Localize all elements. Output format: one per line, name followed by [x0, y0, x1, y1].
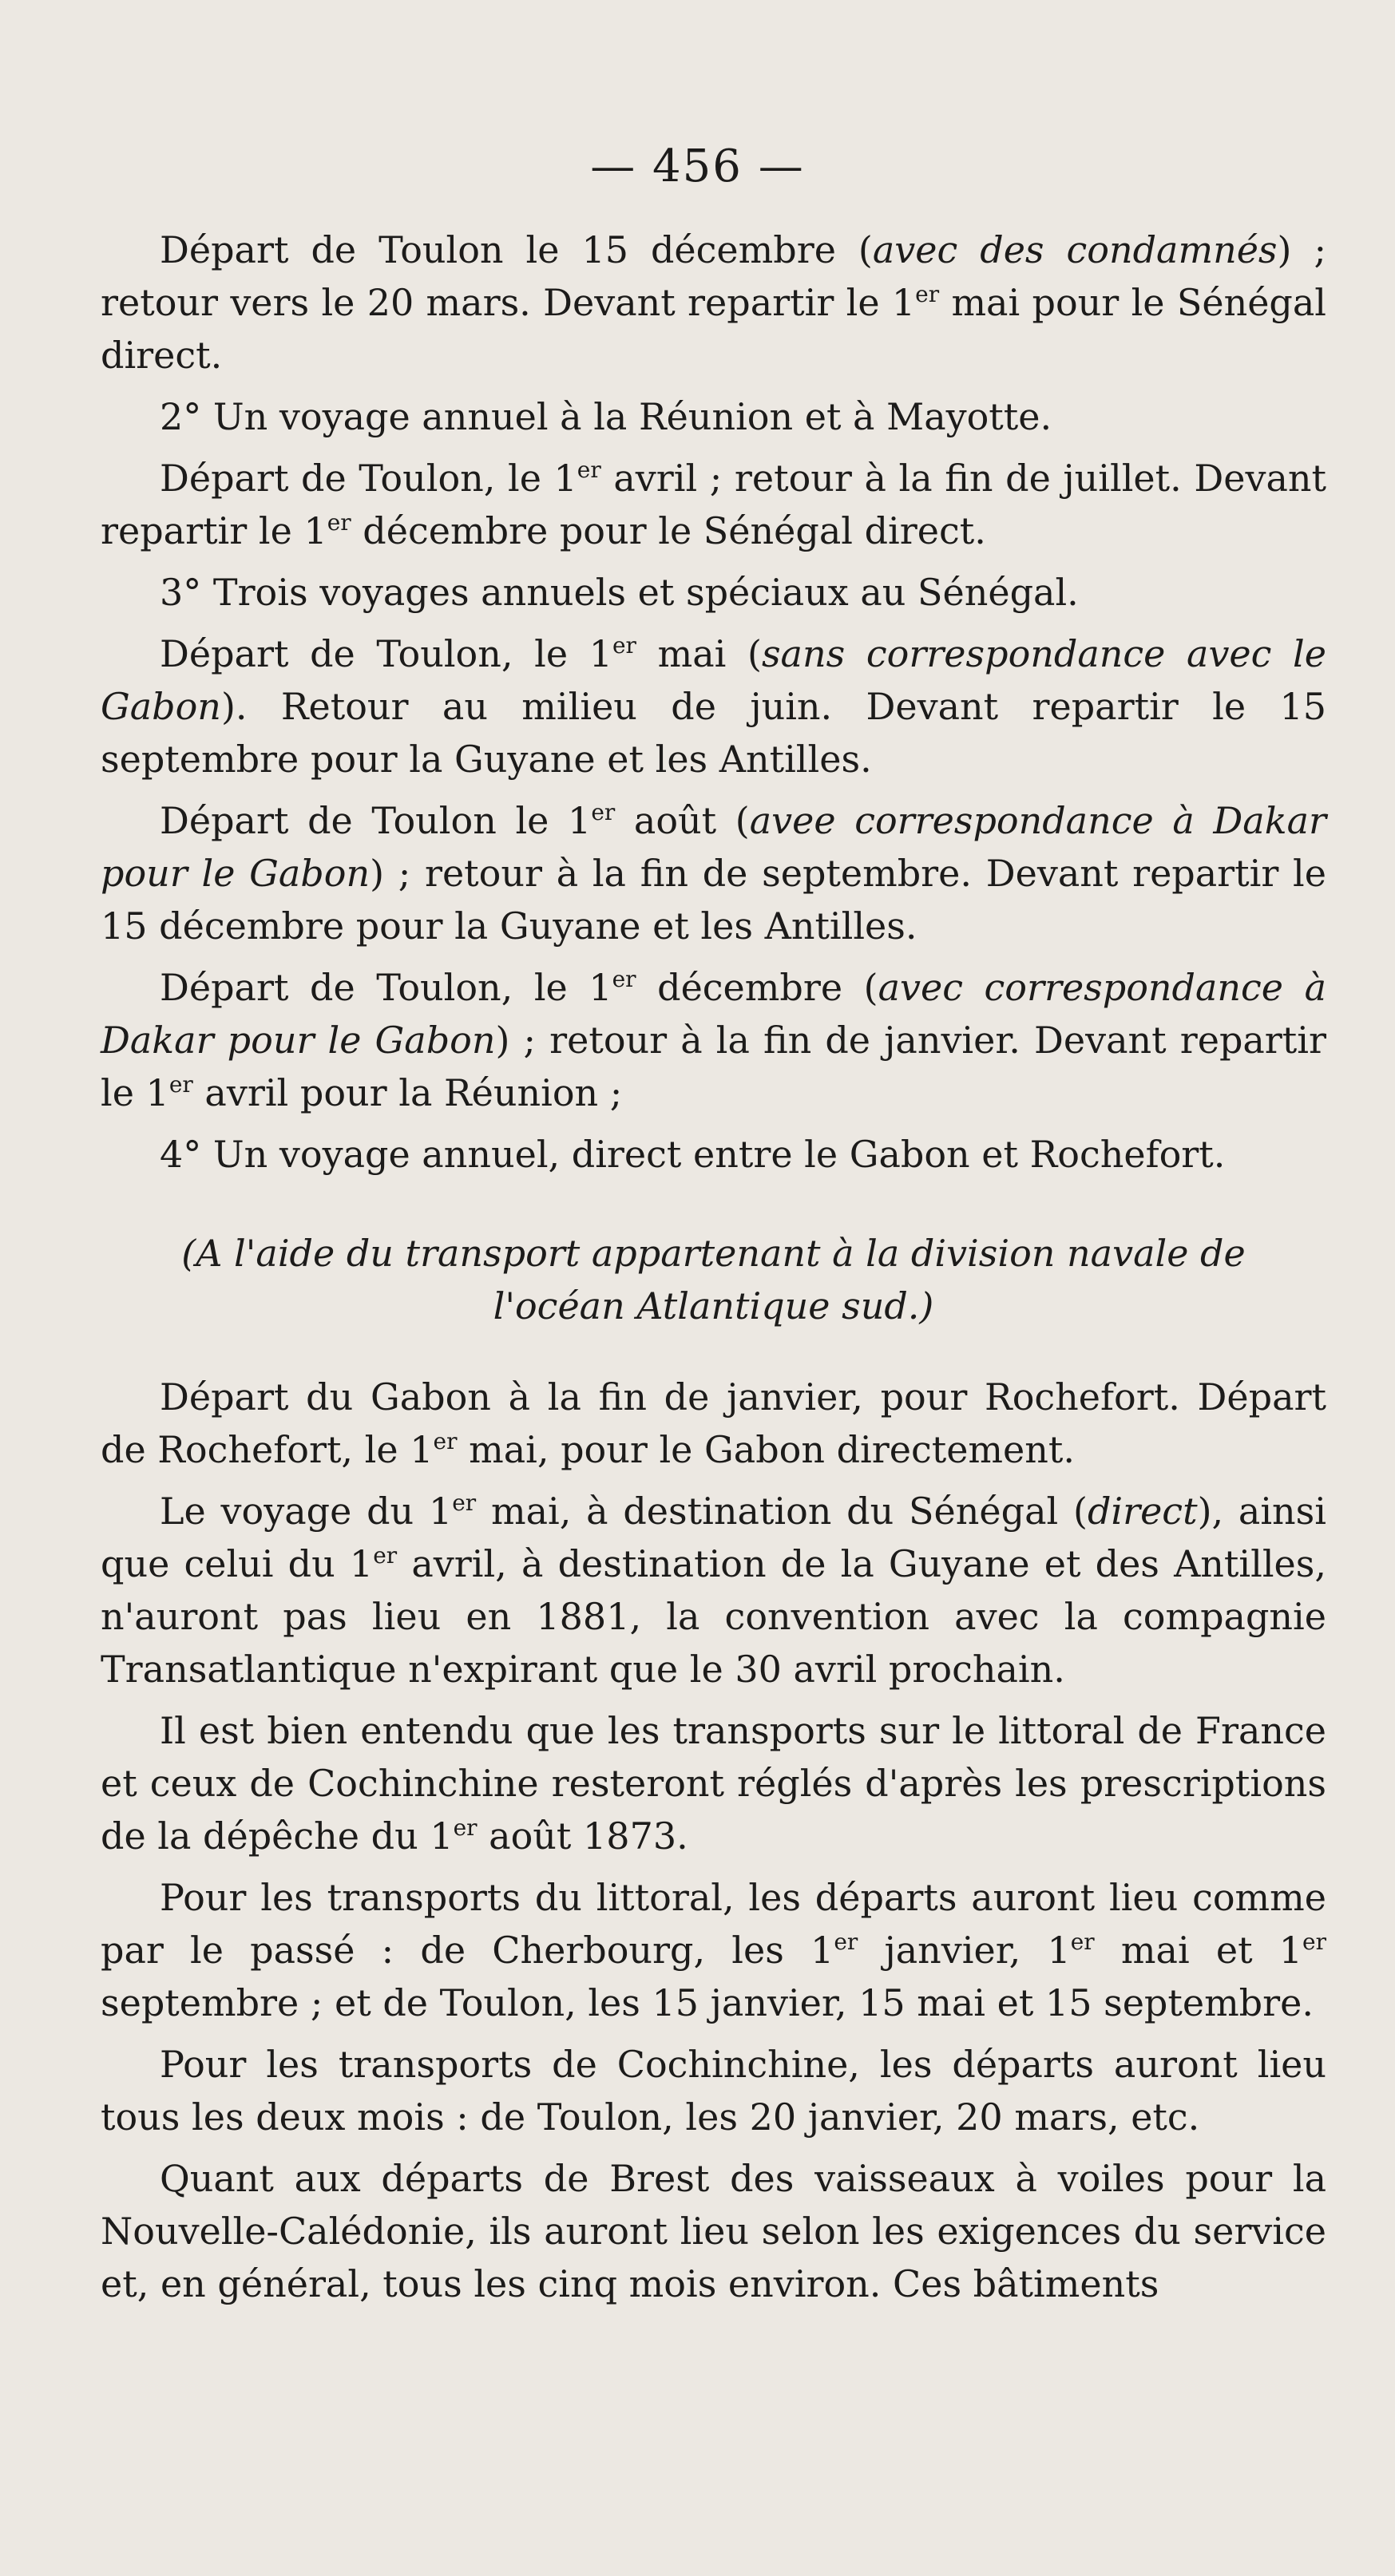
- superscript: er: [612, 632, 636, 659]
- text-run: Départ de Toulon, le 1: [160, 457, 577, 500]
- text-run: mai, pour le Gabon directement.: [457, 1428, 1076, 1471]
- text-run: Le voyage du 1: [160, 1490, 453, 1533]
- text-run: août (: [615, 799, 750, 842]
- superscript: er: [168, 1071, 193, 1098]
- centered-note: [101, 1227, 1326, 1332]
- text-run: janvier, 1: [858, 1929, 1071, 1972]
- text-run: mai pour le Sénégal direct.: [101, 281, 1326, 377]
- text-run: septembre ; et de Toulon, les 15 janvier, 15 mai et 15 septembre.: [101, 1981, 1314, 2024]
- text-run: mai et 1: [1094, 1929, 1303, 1972]
- centered-note-line-1: (A l'aide du transport appartenant à la division navale de: [181, 1232, 1246, 1275]
- text-run: ) ; retour à la fin de septembre. Devant repartir le 15 décembre pour la Guyane et les Antilles.: [101, 852, 1326, 948]
- italic-run: sans correspondance avec le Gabon: [101, 632, 1326, 728]
- superscript: er: [612, 966, 636, 992]
- text-run: décembre (: [636, 966, 878, 1009]
- text-run: Départ du Gabon à la fin de janvier, pour Rochefort. Départ de Rochefort, le 1: [101, 1375, 1326, 1471]
- superscript: er: [452, 1490, 477, 1516]
- italic-run: direct: [1087, 1490, 1198, 1533]
- superscript: er: [1302, 1929, 1326, 1955]
- text-run: mai (: [636, 632, 762, 675]
- superscript: er: [915, 281, 940, 307]
- paragraph-7: [101, 961, 1326, 1119]
- paragraph-11: [101, 1704, 1326, 1862]
- paragraph-3: [101, 452, 1326, 557]
- text-run: août 1873.: [477, 1814, 688, 1858]
- paragraph-5: [101, 627, 1326, 785]
- paragraph-2: 2° Un voyage annuel à la Réunion et à Mayotte.: [160, 395, 1052, 438]
- superscript: er: [834, 1929, 858, 1955]
- text-run: ) ; retour à la fin de janvier. Devant repartir le 1: [101, 1019, 1326, 1114]
- text-run: avril ; retour à la fin de juillet. Devant repartir le 1: [101, 457, 1326, 552]
- body-text: [101, 224, 1326, 2319]
- text-run: ), ainsi que celui du 1: [101, 1490, 1326, 1585]
- superscript: er: [591, 799, 616, 825]
- text-run: Départ de Toulon, le 1: [160, 966, 612, 1009]
- paragraph-9: [101, 1371, 1326, 1476]
- text-run: Départ de Toulon, le 1: [160, 632, 612, 675]
- paragraph-4: 3° Trois voyages annuels et spéciaux au Sénégal.: [160, 571, 1079, 614]
- text-run: avril, à destination de la Guyane et des Antilles, n'auront pas lieu en 1881, la convention avec la compagnie Transatlantique n'expirant que le 30 avril prochain.: [101, 1542, 1326, 1691]
- paragraph-13: Pour les transports de Cochinchine, les départs auront lieu tous les deux mois : de Toulon, les 20 janvier, 20 mars, etc.: [101, 2043, 1326, 2139]
- text-run: mai, à destination du Sénégal (: [476, 1490, 1088, 1533]
- superscript: er: [327, 509, 351, 536]
- text-run: ) ; retour vers le 20 mars. Devant repartir le 1: [101, 228, 1326, 324]
- text-run: décembre pour le Sénégal direct.: [351, 509, 986, 552]
- superscript: er: [577, 457, 601, 483]
- paragraph-12: [101, 1871, 1326, 2029]
- superscript: er: [433, 1428, 458, 1454]
- paragraph-1: [101, 224, 1326, 382]
- italic-run: avec correspondance à Dakar pour le Gabon: [101, 966, 1326, 1062]
- paragraph-10: [101, 1485, 1326, 1696]
- text-run: Pour les transports du littoral, les départs auront lieu comme par le passé : de Cherbourg, les 1: [101, 1876, 1326, 1972]
- centered-note-line-2: l'océan Atlantique sud.): [493, 1284, 934, 1328]
- text-run: avril pour la Réunion ;: [192, 1071, 623, 1114]
- page-number: — 456 —: [590, 140, 805, 192]
- paragraph-6: [101, 794, 1326, 952]
- text-run: ). Retour au milieu de juin. Devant repartir le 15 septembre pour la Guyane et les Antilles.: [101, 685, 1326, 781]
- superscript: er: [373, 1542, 398, 1569]
- text-run: Départ de Toulon le 15 décembre (: [160, 228, 873, 271]
- text-run: Départ de Toulon le 1: [160, 799, 592, 842]
- superscript: er: [453, 1814, 478, 1841]
- superscript: er: [1070, 1929, 1095, 1955]
- italic-run: avec des condamnés: [872, 228, 1278, 271]
- italic-run: avee correspondance à Dakar pour le Gabon: [101, 799, 1326, 895]
- paragraph-8: 4° Un voyage annuel, direct entre le Gabon et Rochefort.: [160, 1133, 1226, 1176]
- text-run: Il est bien entendu que les transports sur le littoral de France et ceux de Cochinchine resteront réglés d'après les prescriptions de la dépêche du 1: [101, 1709, 1326, 1858]
- paragraph-14: Quant aux départs de Brest des vaisseaux à voiles pour la Nouvelle-Calédonie, ils auront lieu selon les exigences du service et, en général, tous les cinq mois environ. Ces bâtiments: [101, 2157, 1326, 2305]
